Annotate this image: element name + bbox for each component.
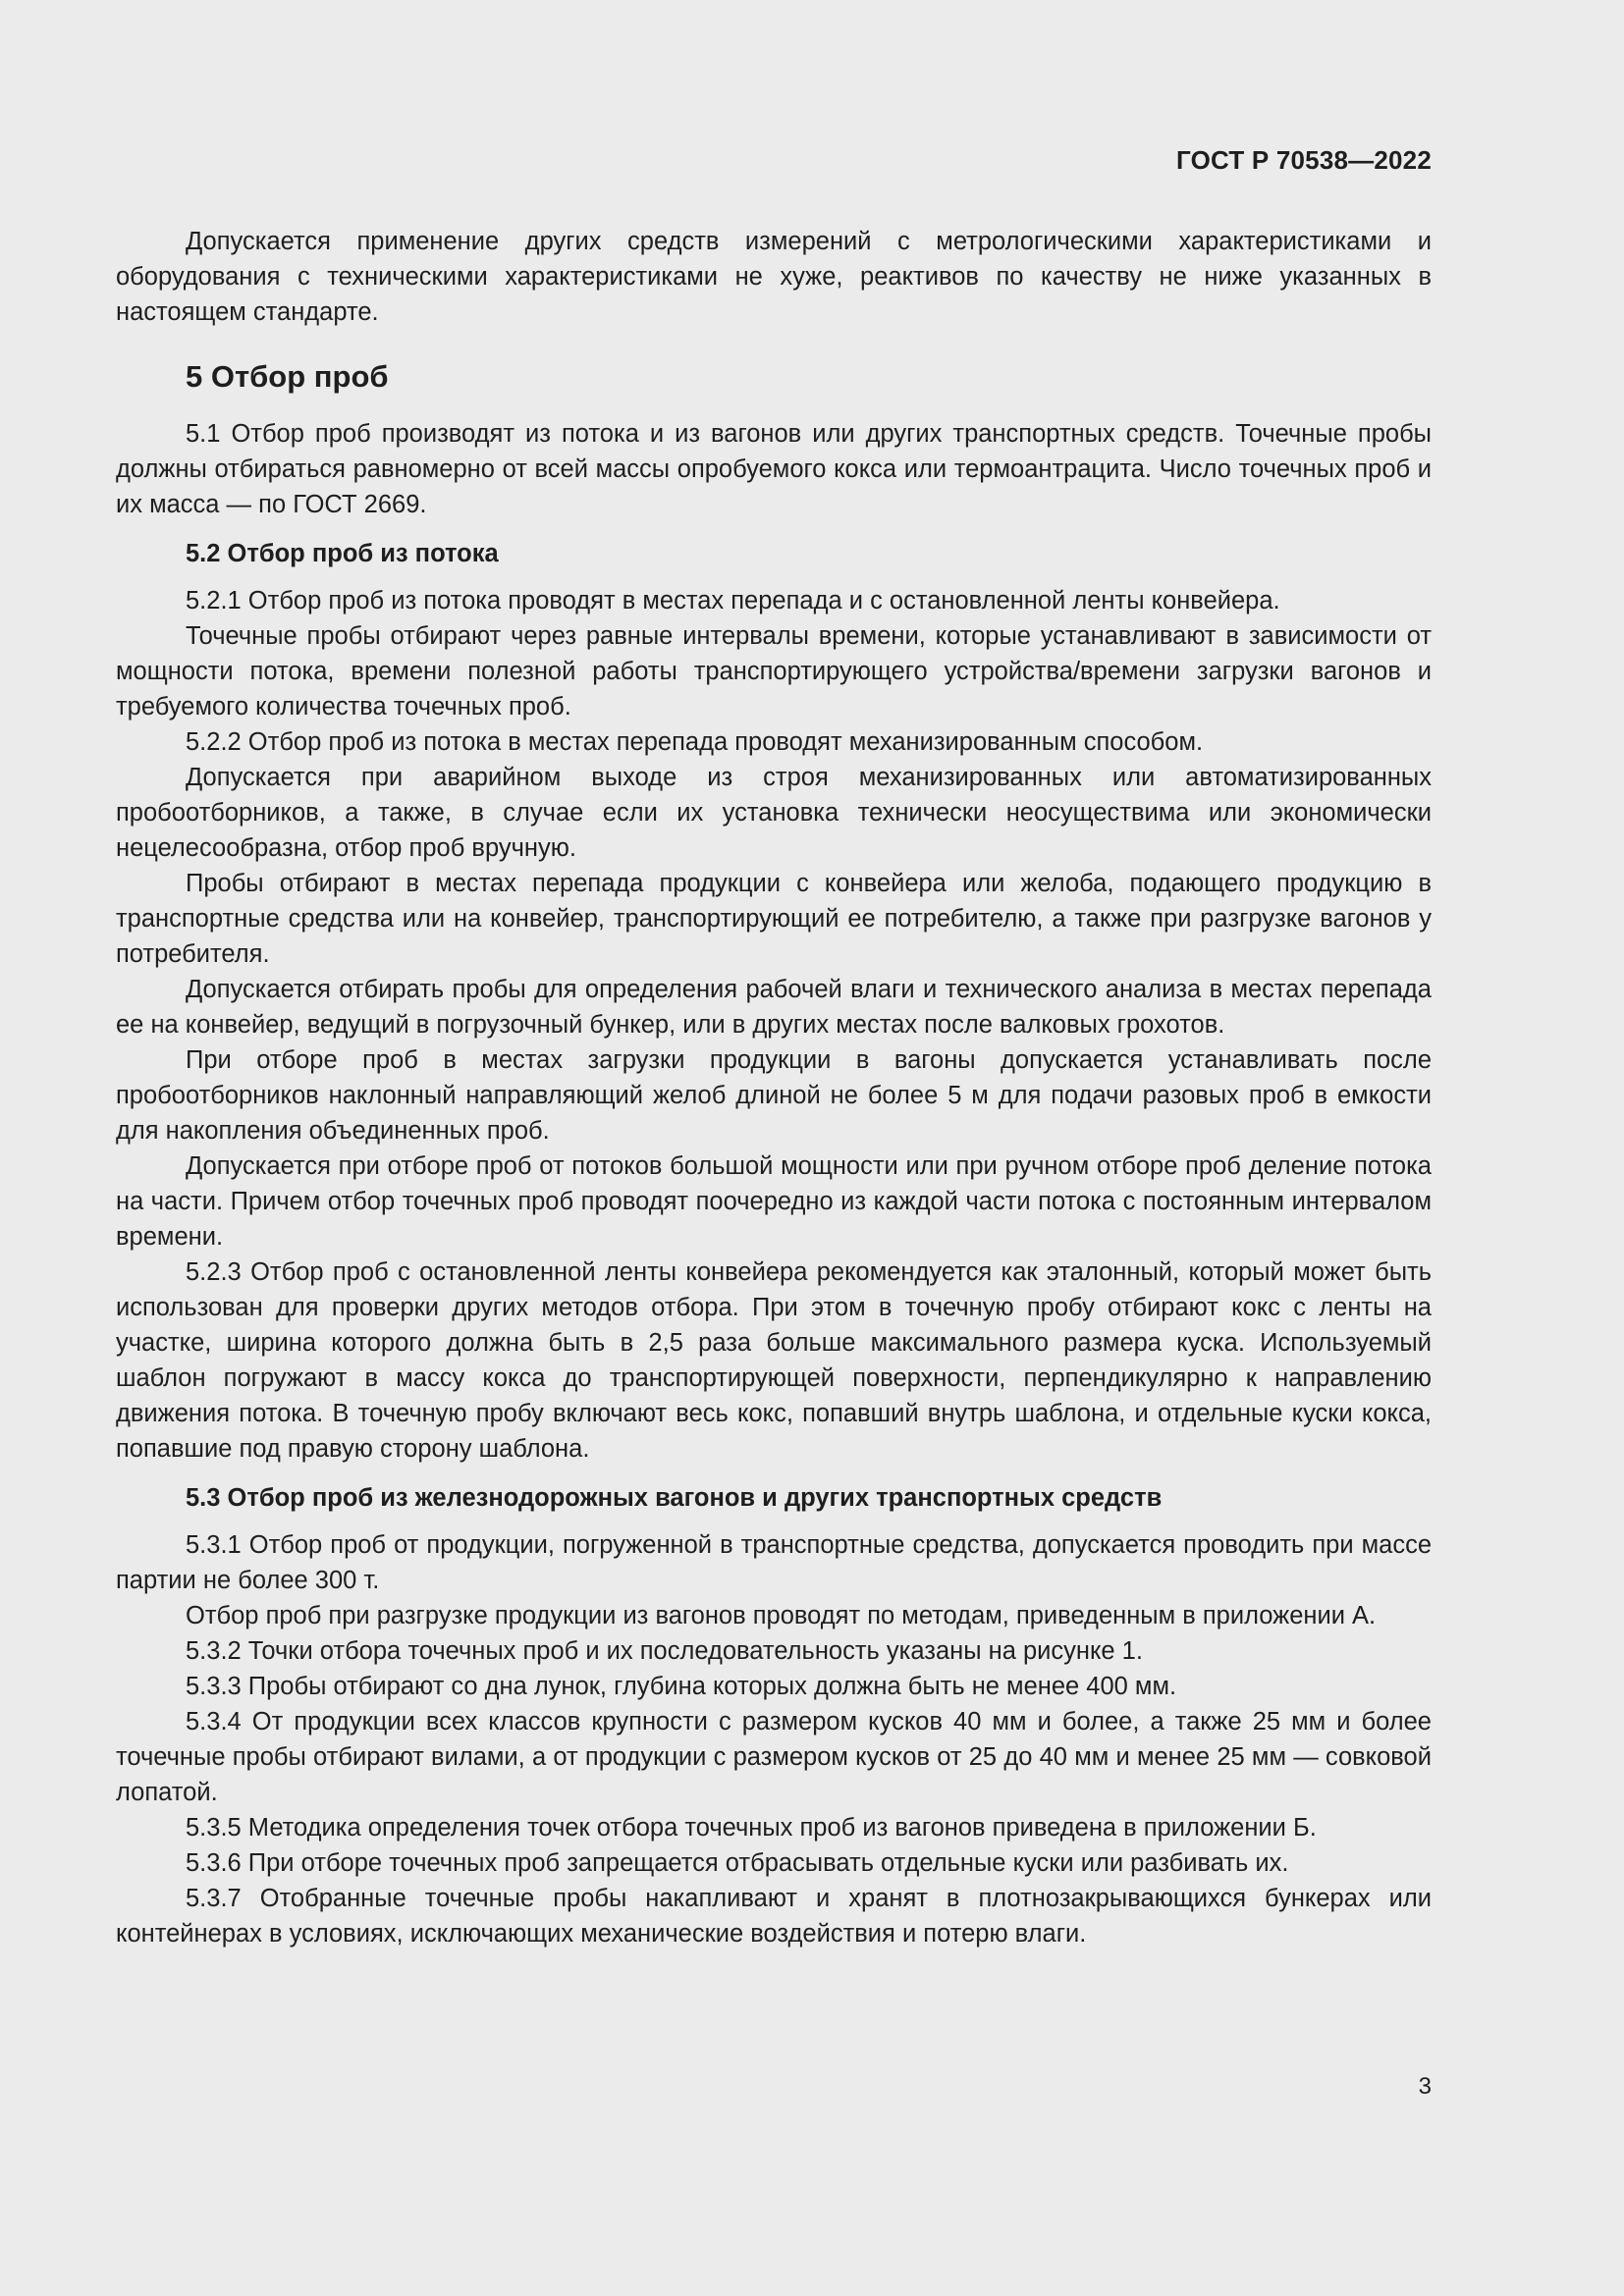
paragraph-5-3-1: 5.3.1 Отбор проб от продукции, погруженной в транспортные средства, допускается проводить при массе партии не более 300 т. [116,1531,1432,1594]
page-number: 3 [1418,2073,1432,2100]
paragraph-5-3-2: 5.3.2 Точки отбора точечных проб и их последовательность указаны на рисунке 1. [186,1637,1143,1665]
paragraph: Допускается при отборе проб от потоков большой мощности или при ручном отборе проб деление потока на части. Причем отбор точечных проб проводят поочередно из каждой части потока с постоянным интервалом времени. [116,1152,1432,1251]
section-5-heading: 5 Отбор проб [186,359,389,394]
paragraph-5-3-7: 5.3.7 Отобранные точечные пробы накапливают и хранят в плотнозакрывающихся бункерах или контейнерах в условиях, исключающих механические воздействия и потерю влаги. [116,1885,1432,1948]
paragraph-5-3-4: 5.3.4 От продукции всех классов крупности с размером кусков 40 мм и более, а также 25 мм и более точечные пробы отбирают вилами, а от продукции с размером кусков от 25 до 40 мм и менее 25 мм — совковой лопатой. [116,1708,1432,1806]
paragraph-5-2-2: 5.2.2 Отбор проб из потока в местах перепада проводят механизированным способом. [186,728,1204,756]
paragraph-5-1: 5.1 Отбор проб производят из потока и из вагонов или других транспортных средств. Точечные пробы должны отбираться равномерно от всей массы опробуемого кокса или термоантрацита. Число точечных проб и их масса — по ГОСТ 2669. [116,420,1432,518]
paragraph: Точечные пробы отбирают через равные интервалы времени, которые устанавливают в зависимости от мощности потока, времени полезной работы транспортирующего устройства/времени загрузки вагонов и требуемого количества точечных проб. [116,622,1432,721]
section-5-3-heading: 5.3 Отбор проб из железнодорожных вагонов и других транспортных средств [186,1484,1163,1512]
paragraph-5-2-1: 5.2.1 Отбор проб из потока проводят в местах перепада и с остановленной ленты конвейера. [186,587,1280,614]
paragraph: При отборе проб в местах загрузки продукции в вагоны допускается устанавливать после пробоотборников наклонный направляющий желоб длиной не более 5 м для подачи разовых проб в емкости для накопления объединенных проб. [116,1046,1432,1145]
paragraph: Пробы отбирают в местах перепада продукции с конвейера или желоба, подающего продукцию в транспортные средства или на конвейер, транспортирующий ее потребителю, а также при разгрузке вагонов у потребителя. [116,870,1432,968]
paragraph-5-3-5: 5.3.5 Методика определения точек отбора точечных проб из вагонов приведена в приложении Б. [186,1814,1317,1842]
paragraph-5-3-3: 5.3.3 Пробы отбирают со дна лунок, глубина которых должна быть не менее 400 мм. [186,1673,1177,1700]
page-content [116,224,1432,1951]
paragraph: Отбор проб при разгрузке продукции из вагонов проводят по методам, приведенным в приложении А. [186,1602,1377,1629]
paragraph-5-3-6: 5.3.6 При отборе точечных проб запрещается отбрасывать отдельные куски или разбивать их. [186,1849,1289,1877]
paragraph: Допускается отбирать пробы для определения рабочей влаги и технического анализа в местах перепада ее на конвейер, ведущий в погрузочный бункер, или в других местах после валковых грохотов. [116,976,1432,1039]
paragraph-5-2-3: 5.2.3 Отбор проб с остановленной ленты конвейера рекомендуется как эталонный, который может быть использован для проверки других методов отбора. При этом в точечную пробу отбирают кокс с ленты на участке, ширина которого должна быть в 2,5 раза больше максимального размера куска. Используемый шаблон погружают в массу кокса до транспортирующей поверхности, перпендикулярно к направлению движения потока. В точечную пробу включают весь кокс, попавший внутрь шаблона, и отдельные куски кокса, попавшие под правую сторону шаблона. [116,1258,1432,1463]
document-code-header: ГОСТ Р 70538—2022 [1176,145,1432,175]
intro-paragraph: Допускается применение других средств измерений с метрологическими характеристиками и оборудования с техническими характеристиками не хуже, реактивов по качеству не ниже указанных в настоящем стандарте. [116,228,1432,326]
section-5-2-heading: 5.2 Отбор проб из потока [186,540,499,567]
paragraph: Допускается при аварийном выходе из строя механизированных или автоматизированных пробоотборников, а также, в случае если их установка технически неосуществима или экономически нецелесообразна, отбор проб вручную. [116,764,1432,862]
